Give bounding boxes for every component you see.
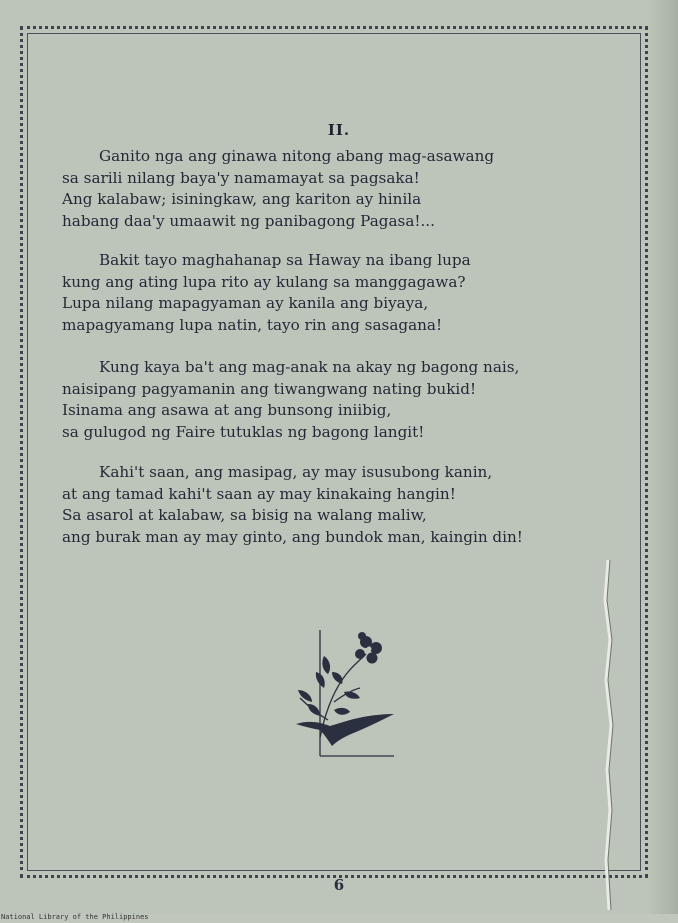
flower-and-bird-ornament-icon bbox=[294, 628, 396, 758]
library-credit: National Library of the Philippines bbox=[1, 913, 149, 921]
poem-line: mapagyamang lupa natin, tayo rin ang sasagana! bbox=[62, 315, 443, 334]
poem-line: Sa asarol at kalabaw, sa bisig na walang maliw, bbox=[62, 506, 427, 524]
poem-line: naisipang pagyamanin ang tiwangwang nating bukid! bbox=[62, 379, 477, 398]
poem-line: sa sarili nilang baya'y namamayat sa pagsaka! bbox=[62, 168, 420, 187]
section-number: II. bbox=[327, 121, 351, 139]
poem-line: Lupa nilang mapagyaman ay kanila ang biyaya, bbox=[62, 294, 429, 312]
poem-line: Kung kaya ba't ang mag-anak na akay ng bagong nais, bbox=[99, 358, 520, 376]
stanza-1 bbox=[62, 146, 602, 232]
poem-line: Ang kalabaw; isiningkaw, ang kariton ay hinila bbox=[62, 190, 422, 208]
poem-line: kung ang ating lupa rito ay kulang sa manggagawa? bbox=[62, 272, 466, 291]
poem-line: Bakit tayo maghahanap sa Haway na ibang lupa bbox=[99, 251, 471, 269]
poem-line: Kahi't saan, ang masipag, ay may isusubong kanin, bbox=[99, 463, 493, 481]
page-number: 6 bbox=[333, 876, 345, 894]
poem-line: Ganito nga ang ginawa nitong abang mag-asawang bbox=[99, 147, 495, 165]
page-tear-mark bbox=[598, 560, 622, 910]
poem-line: at ang tamad kahi't saan ay may kinakaing hangin! bbox=[62, 484, 456, 503]
stanza-4 bbox=[62, 462, 602, 548]
poem-line: Isinama ang asawa at ang bunsong iniibig, bbox=[62, 401, 392, 419]
poem-line: habang daa'y umaawit ng panibagong Pagasa!... bbox=[62, 211, 435, 230]
stanza-3 bbox=[62, 357, 602, 443]
poem-line: sa gulugod ng Faire tutuklas ng bagong langit! bbox=[62, 422, 425, 441]
stanza-2 bbox=[62, 250, 602, 336]
poem-line: ang burak man ay may ginto, ang bundok man, kaingin din! bbox=[62, 527, 523, 546]
